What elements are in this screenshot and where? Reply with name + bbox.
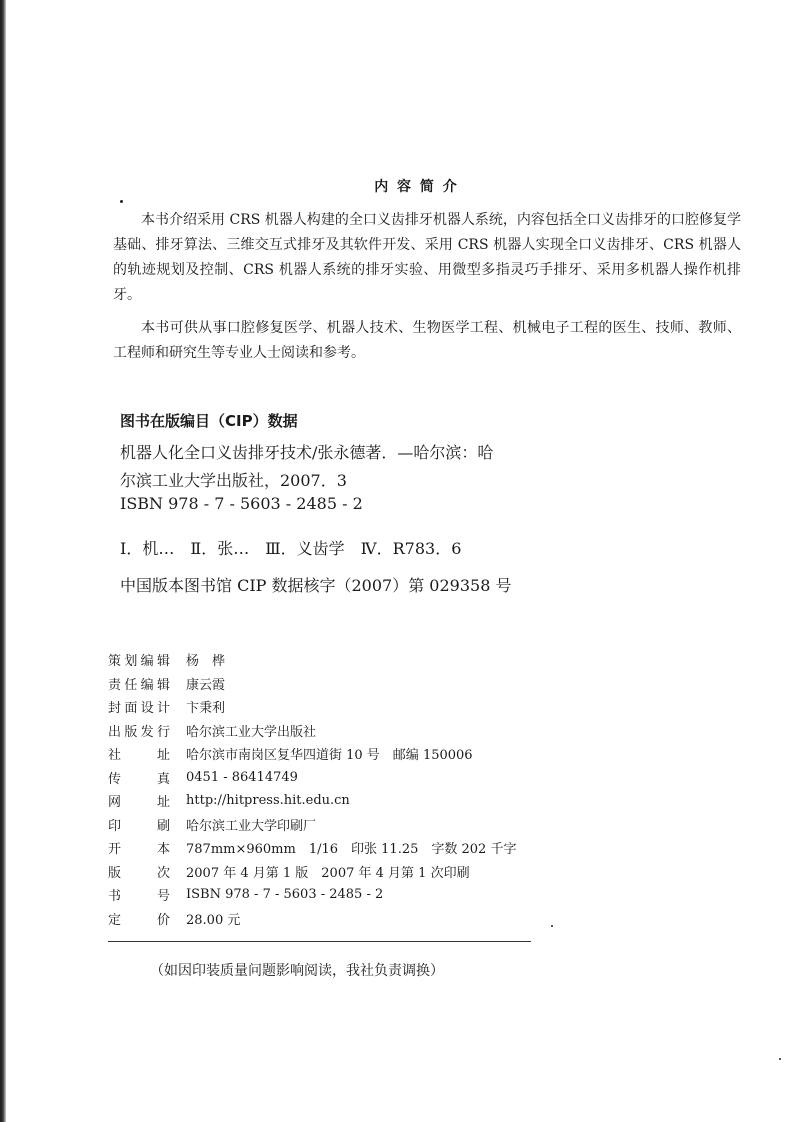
summary-paragraph-1: 本书介绍采用 CRS 机器人构建的全口义齿排牙机器人系统，内容包括全口义齿排牙的口腔修复学基础、排牙算法、三维交互式排牙及其软件开发、采用 CRS 机器人实现全口义齿排牙、CRS 机器人的轨迹规划及控制、CRS 机器人系统的排牙实验、用微型多指灵巧手排牙、采用多机器人操作机排牙。 <box>113 212 741 303</box>
info-value: ISBN 978 - 7 - 5603 - 2485 - 2 <box>186 887 384 903</box>
info-value: 787mm×960mm 1/16 印张 11.25 字数 202 千字 <box>186 842 517 858</box>
cip-classification: Ⅰ．机… Ⅱ．张… Ⅲ．义齿学 Ⅳ．R783．6 <box>120 539 462 558</box>
info-row-website <box>108 789 516 813</box>
info-label: 定 价 <box>108 912 170 928</box>
scan-speck <box>120 200 123 203</box>
info-label: 版 次 <box>108 865 170 881</box>
cip-line-2: 尔滨工业大学出版社，2007．3 <box>120 471 347 490</box>
info-label: 印 刷 <box>108 818 170 834</box>
info-label: 责任编辑 <box>108 677 170 693</box>
info-label: 书 号 <box>108 889 170 905</box>
info-value: 哈尔滨市南岗区复华四道街 10 号 邮编 150006 <box>186 748 473 764</box>
info-row-responsible-editor <box>108 672 516 696</box>
info-row-planning-editor <box>108 648 516 672</box>
info-row-book-number <box>108 883 516 907</box>
info-label: 出版发行 <box>108 724 170 740</box>
info-row-publisher <box>108 719 516 743</box>
info-row-cover-design <box>108 695 516 719</box>
info-row-edition <box>108 860 516 884</box>
info-row-address <box>108 742 516 766</box>
summary-title: 内 容 简 介 <box>374 179 459 195</box>
cip-record-number: 中国版本图书馆 CIP 数据核字（2007）第 029358 号 <box>120 576 512 595</box>
cip-line-1: 机器人化全口义齿排牙技术/张永德著．—哈尔滨：哈 <box>120 443 494 462</box>
info-value: 哈尔滨工业大学出版社 <box>186 724 317 740</box>
info-row-format <box>108 836 516 860</box>
divider-line <box>108 941 531 942</box>
info-value: 杨 桦 <box>186 654 226 670</box>
info-label: 策划编辑 <box>108 654 170 670</box>
info-row-fax <box>108 766 516 790</box>
info-label: 封面设计 <box>108 701 170 717</box>
scan-edge <box>0 0 6 1122</box>
info-value: 康云霞 <box>186 677 226 693</box>
cip-title: 图书在版编目（CIP）数据 <box>120 412 298 430</box>
info-value: 哈尔滨工业大学印刷厂 <box>186 818 317 834</box>
scan-speck <box>779 1058 781 1060</box>
info-row-price <box>108 907 516 931</box>
info-label: 传 真 <box>108 771 170 787</box>
info-label: 网 址 <box>108 795 170 811</box>
summary-paragraph-2: 本书可供从事口腔修复医学、机器人技术、生物医学工程、机械电子工程的医生、技师、教师、工程师和研究生等专业人士阅读和参考。 <box>113 320 741 361</box>
info-row-printer <box>108 813 516 837</box>
info-label: 社 址 <box>108 748 170 764</box>
footer-note: （如因印装质量问题影响阅读，我社负责调换） <box>150 963 444 979</box>
info-value: 2007 年 4 月第 1 版 2007 年 4 月第 1 次印刷 <box>186 865 470 881</box>
info-value: 28.00 元 <box>186 912 241 928</box>
info-value: http://hitpress.hit.edu.cn <box>186 793 350 809</box>
info-label: 开 本 <box>108 842 170 858</box>
info-value: 卞秉利 <box>186 701 226 717</box>
cip-isbn: ISBN 978 - 7 - 5603 - 2485 - 2 <box>120 494 363 513</box>
publication-info-table <box>108 648 516 930</box>
info-value: 0451 - 86414749 <box>186 769 298 785</box>
scan-speck <box>551 925 553 927</box>
